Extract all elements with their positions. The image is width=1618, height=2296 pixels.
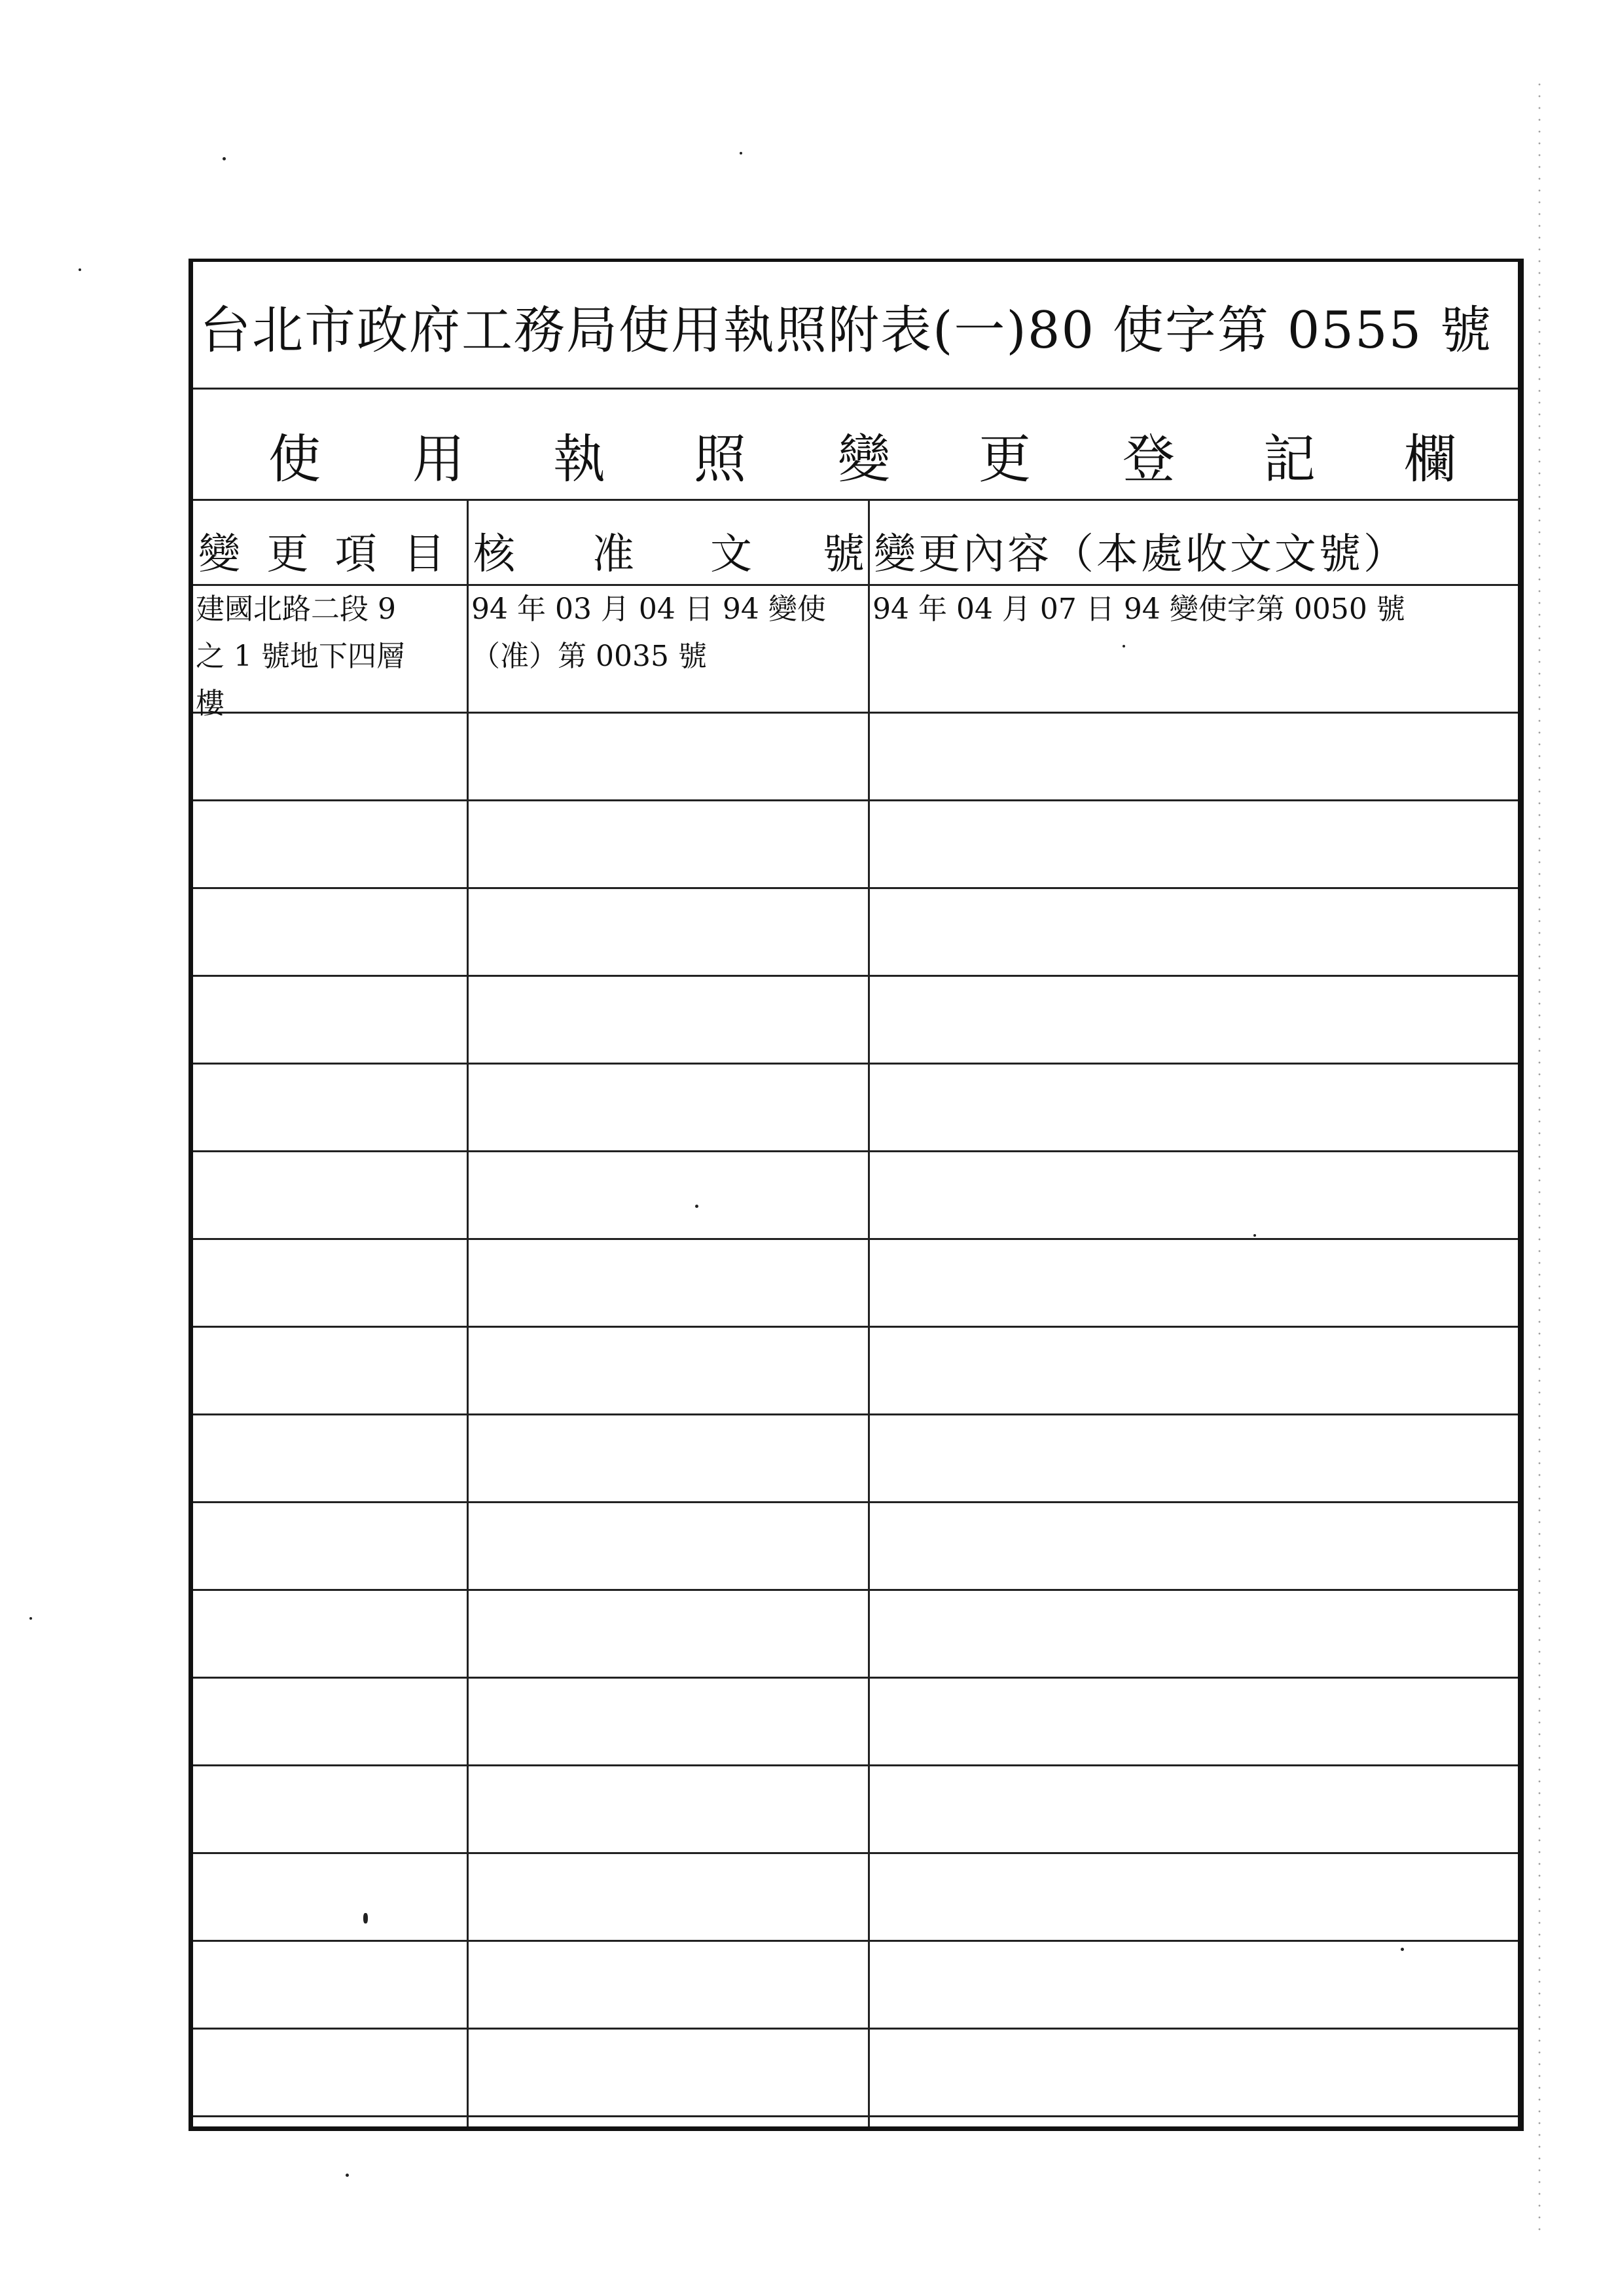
cell-approval-no [469, 889, 868, 975]
section-heading-char: 變 [838, 429, 890, 490]
cell-text-line: 之 1 號地下四層 [196, 640, 405, 673]
cell-approval-no [469, 1766, 868, 1852]
cell-approval-no [469, 586, 868, 712]
cell-change-item [193, 1328, 467, 1413]
cell-change-item [193, 1942, 467, 2028]
table-header-row [193, 501, 1518, 586]
cell-text-line: 94 年 04 月 07 日 94 變使字第 0050 號 [872, 592, 1405, 626]
cell-approval-no [469, 1591, 868, 1677]
table-row [193, 889, 1518, 977]
cell-change-content [870, 1503, 1524, 1589]
section-heading-char: 使 [268, 429, 321, 490]
cell-change-content [870, 801, 1524, 887]
table-row [193, 1942, 1518, 2030]
table-row [193, 1328, 1518, 1415]
table-row [193, 1679, 1518, 1766]
cell-change-item [193, 1240, 467, 1326]
cell-change-item [193, 1503, 467, 1589]
table-row [193, 1591, 1518, 1679]
table-row [193, 1415, 1518, 1503]
cell-change-content [870, 1065, 1524, 1150]
table-row [193, 1065, 1518, 1152]
cell-change-content [870, 1854, 1524, 1940]
cell-change-content [870, 1415, 1524, 1501]
cell-change-item [193, 714, 467, 799]
scan-speck [223, 157, 226, 160]
column-header-change-content: 變更內容（本處收文文號） [874, 530, 1408, 579]
cell-approval-no [469, 1942, 868, 2028]
cell-change-item [193, 1591, 467, 1677]
cell-change-content [870, 1591, 1524, 1677]
cell-approval-no [469, 1854, 868, 1940]
column-header-approval-no-char: 號 [823, 530, 865, 579]
table-row [193, 1766, 1518, 1854]
cell-change-content [870, 586, 1524, 712]
cell-change-item [193, 1065, 467, 1150]
cell-change-item [193, 1679, 467, 1764]
cell-change-item [193, 977, 467, 1063]
table-row [193, 1240, 1518, 1328]
cell-change-item [193, 1766, 467, 1852]
cell-change-item [193, 1854, 467, 1940]
table-row [193, 2030, 1518, 2117]
cell-approval-no [469, 1328, 868, 1413]
cell-change-content [870, 1328, 1524, 1413]
table-row [193, 1854, 1518, 1942]
scan-speck [79, 268, 81, 271]
cell-approval-no [469, 977, 868, 1063]
cell-text-line: 建國北路二段 9 [196, 592, 396, 626]
cell-change-item [193, 801, 467, 887]
cell-change-content [870, 1679, 1524, 1764]
cell-approval-no [469, 1240, 868, 1326]
scan-speck [740, 152, 742, 155]
section-heading-char: 更 [979, 429, 1031, 490]
section-heading-char: 記 [1263, 429, 1316, 490]
cell-approval-no [469, 1415, 868, 1501]
column-header-approval-no-char: 核 [473, 530, 515, 579]
cell-change-content [870, 2030, 1524, 2115]
cell-change-item [193, 889, 467, 975]
table-row [193, 586, 1518, 720]
column-header-approval-no-char: 文 [710, 530, 752, 579]
column-header-approval-no-char: 准 [592, 530, 634, 579]
cell-text-line: 樓 [196, 687, 225, 720]
cell-approval-no [469, 1503, 868, 1589]
cell-change-item [193, 2030, 467, 2115]
cell-change-content [870, 889, 1524, 975]
table-row [193, 977, 1518, 1065]
table-row [193, 801, 1518, 889]
section-heading [193, 390, 1518, 501]
cell-approval-no [469, 1679, 868, 1764]
cell-approval-no [469, 714, 868, 799]
cell-change-content [870, 1240, 1524, 1326]
scan-speck [346, 2174, 349, 2177]
cell-change-content [870, 977, 1524, 1063]
cell-change-content [870, 1766, 1524, 1852]
column-header-change-item: 變 更 項 目 [198, 530, 452, 579]
cell-approval-no [469, 1065, 868, 1150]
cell-approval-no [469, 1152, 868, 1238]
scan-edge-dots [1538, 79, 1541, 2239]
form-title: 台北市政府工務局使用執照附表(一)80 使字第 0555 號 [200, 301, 1493, 360]
cell-change-item [193, 586, 467, 720]
cell-change-content [870, 714, 1524, 799]
usage-license-change-form [189, 259, 1524, 2131]
cell-approval-no [469, 801, 868, 887]
cell-text-line: （准）第 0035 號 [471, 640, 707, 673]
scan-speck [29, 1617, 32, 1620]
section-heading-char: 欄 [1404, 429, 1456, 490]
table-row [193, 1503, 1518, 1591]
cell-text-line: 94 年 03 月 04 日 94 變使 [471, 592, 826, 626]
table-row [193, 1152, 1518, 1240]
cell-approval-no [469, 2030, 868, 2115]
cell-change-content [870, 1152, 1524, 1238]
section-heading-char: 執 [553, 429, 605, 490]
form-title-row [193, 262, 1518, 390]
cell-change-item [193, 1415, 467, 1501]
section-heading-char: 登 [1123, 429, 1175, 490]
section-heading-char: 用 [412, 429, 465, 490]
section-heading-char: 照 [694, 429, 746, 490]
cell-change-item [193, 1152, 467, 1238]
cell-change-content [870, 1942, 1524, 2028]
table-row [193, 714, 1518, 801]
